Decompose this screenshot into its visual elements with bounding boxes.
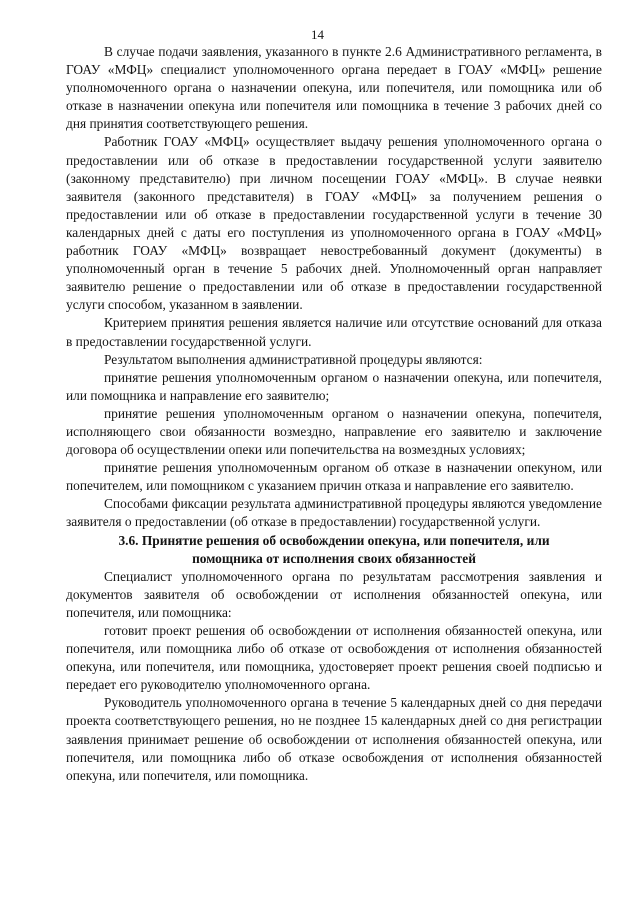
- paragraph-mfc-issuance: Работник ГОАУ «МФЦ» осуществляет выдачу решения уполномоченного органа о предоставлении или об отказе в предоставлении государственной услуги заявителю (законному представителю) при личном посещении ГОАУ «МФЦ». В случае неявки заявителя (законного представителя) в ГОАУ «МФЦ» за получением решения о предоставлении или об отказе в предоставлении государственной услуги в течение 30 календарных дней с даты его поступления из уполномоченного органа в ГОАУ «МФЦ» работник ГОАУ «МФЦ» возвращает невостребованный документ (документы) в уполномоченный орган в течение 5 рабочих дней. Уполномоченный орган направляет заявителю решение о предоставлении или об отказе в предоставлении государственной услуги способом, указанном в заявлении.: [66, 134, 602, 313]
- paragraph-mfc-transfer: В случае подачи заявления, указанного в пункте 2.6 Административного регламента, в ГОАУ «МФЦ» специалист уполномоченного органа передает в ГОАУ «МФЦ» решение уполномоченного органа о назначении опекуна, или попечителя, или помощника или об отказе в назначении опекуна или попечителя или помощника в течение 3 рабочих дней со дня принятия соответствующего решения.: [66, 44, 602, 132]
- paragraph-decision-criterion: Критерием принятия решения является наличие или отсутствие оснований для отказа в предоставлении государственной услуги.: [66, 315, 602, 349]
- result-item-paid-guardianship: принятие решения уполномоченным органом о назначении опекуна, попечителя, исполняющего свои обязанности возмездно, направление его заявителю и заключение договора об осуществлении опеки или попечительства на возмездных условиях;: [66, 405, 602, 458]
- paragraph-head-decision: Руководитель уполномоченного органа в течение 5 календарных дней со дня передачи проекта соответствующего решения, но не позднее 15 календарных дней со дня регистрации заявления принимает решение об освобождении от исполнения обязанностей опекуна, или попечителя, или помощника либо об отказе освобождения от исполнения обязанностей опекуна, или попечителя, или помощника.: [66, 695, 602, 783]
- paragraph-result-recording: Способами фиксации результата административной процедуры являются уведомление заявителя о предоставлении (об отказе в предоставлении) государственной услуги.: [66, 496, 602, 530]
- paragraph-specialist-review: Специалист уполномоченного органа по результатам рассмотрения заявления и документов заявителя об освобождении от исполнения обязанностей опекуна, или попечителя, или помощника:: [66, 568, 602, 620]
- result-item-refusal: принятие решения уполномоченным органом об отказе в назначении опекуном, или попечителем, или помощником с указанием причин отказа и направление его заявителю.: [66, 460, 602, 494]
- result-item-appointment: принятие решения уполномоченным органом о назначении опекуна, или попечителя, или помощника и направление его заявителю;: [66, 369, 602, 403]
- page-number: 14: [311, 27, 324, 42]
- paragraph-draft-decision: готовит проект решения об освобождении от исполнения обязанностей опекуна, или попечителя, или помощника либо об отказе от освобождения от исполнения обязанностей опекуна, или попечителя, или помощника, удостоверяет проект решения своей подписью и передает его руководителю уполномоченного органа.: [66, 623, 602, 693]
- paragraph-results-intro: Результатом выполнения административной процедуры являются:: [104, 351, 483, 367]
- document-body: [66, 43, 602, 785]
- section-heading: 3.6. Принятие решения об освобождении опекуна, или попечителя, или помощника от исполнения своих обязанностей: [118, 532, 550, 566]
